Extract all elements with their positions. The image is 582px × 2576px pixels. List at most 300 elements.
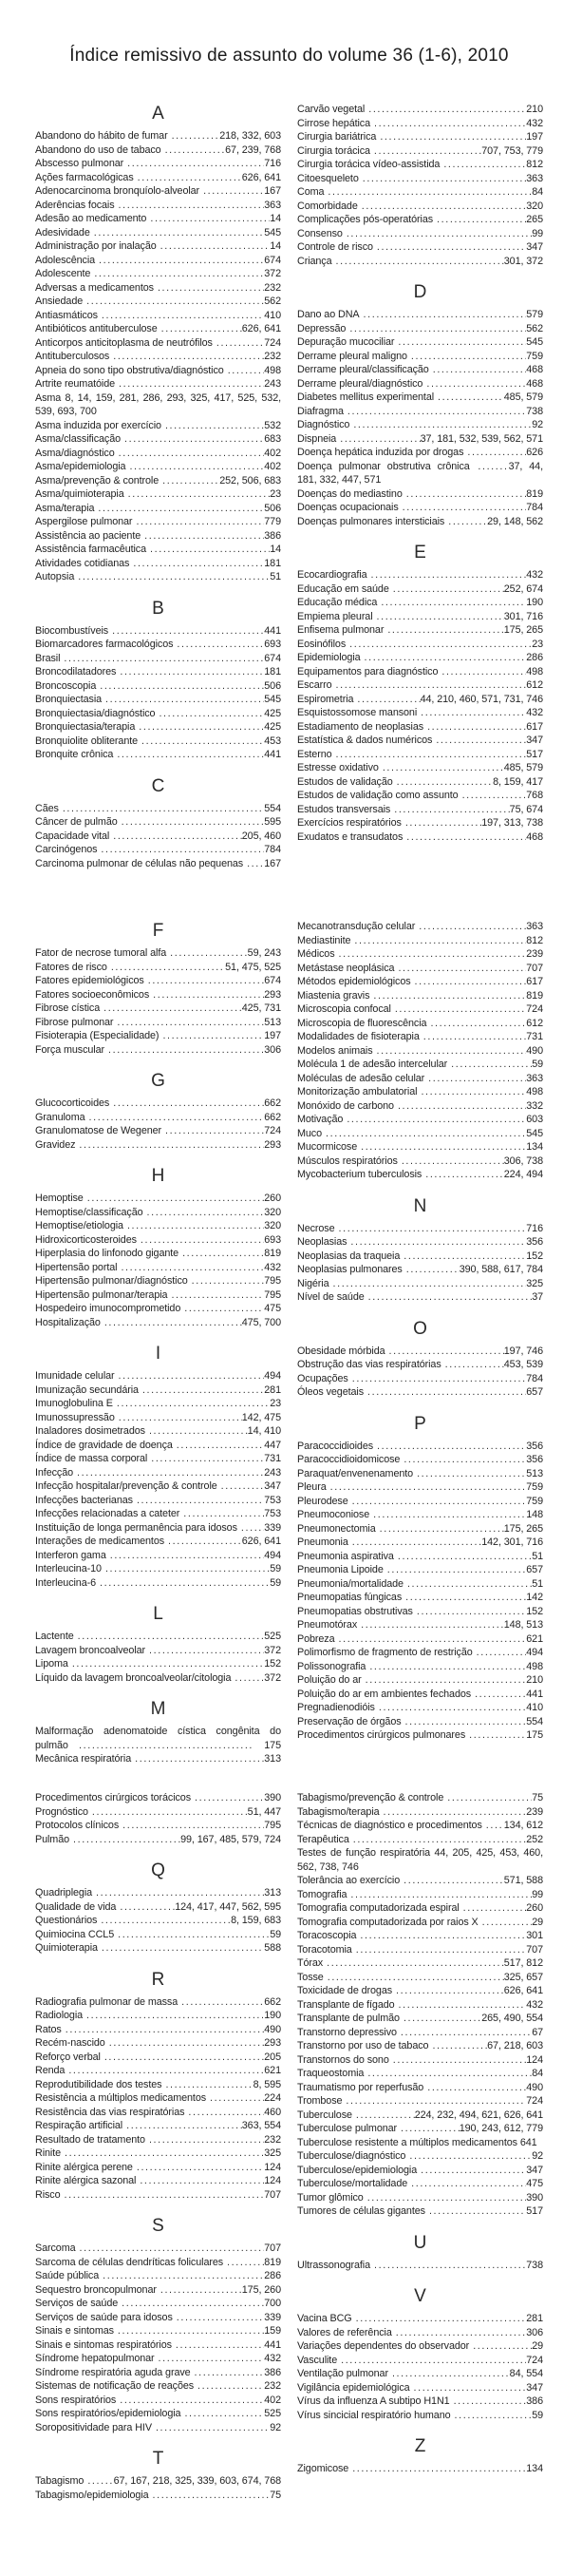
entry-term: Tabagismo/prevenção & controle <box>297 1792 444 1803</box>
index-entry <box>297 1127 543 1141</box>
index-entry <box>297 391 543 405</box>
index-entry <box>35 2311 281 2325</box>
index-entry <box>297 1099 543 1114</box>
entry-term: Biocombustíveis <box>35 624 109 637</box>
dot-leader <box>417 706 526 720</box>
dot-leader <box>450 2395 527 2409</box>
dot-leader <box>101 2051 264 2065</box>
dot-leader <box>346 638 532 652</box>
entry-pages: 784 <box>526 502 543 513</box>
entry-term: Artrite reumatóide <box>35 378 116 390</box>
index-entry <box>297 582 543 597</box>
entry-term: Metástase neoplásica <box>297 962 395 974</box>
index-entry <box>297 1550 543 1564</box>
entry-pages: 662 <box>264 1097 281 1109</box>
dot-leader <box>422 1168 504 1182</box>
entry-pages: 99, 167, 485, 579, 724 <box>180 1833 281 1845</box>
entry-term: Antiasmáticos <box>35 309 98 321</box>
entry-pages: 657 <box>526 1564 543 1575</box>
entry-pages: 731 <box>264 1453 281 1464</box>
entry-term: Instituição de longa permanência para idosos <box>35 1521 237 1534</box>
dot-leader <box>224 364 265 378</box>
entry-pages: 579 <box>526 309 543 320</box>
entry-term: Carvão vegetal <box>297 104 366 115</box>
entry-pages: 92 <box>270 2421 281 2433</box>
dot-leader <box>327 1480 527 1495</box>
entry-term: Microscopia de fluorescência <box>297 1017 427 1029</box>
index-entry <box>35 419 281 433</box>
dot-leader <box>417 1085 526 1099</box>
page-title: Índice remissivo de assunto do volume 36 (1-6), 2010 <box>69 46 509 66</box>
dot-leader <box>157 2283 242 2298</box>
entry-pages: 490 <box>526 1044 543 1057</box>
dot-leader <box>194 2379 264 2394</box>
entry-term: Criança <box>297 255 332 267</box>
entry-pages: 8, 14, 159, 281, 286, 293, 325, 417, 525, 532, 539, 693, 700 <box>35 391 281 417</box>
entry-pages: 390, 588, 617, 784 <box>459 1264 543 1275</box>
entry-term: Pneumonia/mortalidade <box>297 1577 404 1590</box>
dot-leader <box>394 335 526 350</box>
dot-leader <box>400 1874 504 1888</box>
index-entry <box>297 1728 543 1743</box>
dot-leader <box>74 1630 265 1644</box>
index-entry <box>297 2312 543 2326</box>
entry-term: Depuração mucociliar <box>297 336 395 348</box>
entry-term: Hipertensão portal <box>35 1261 118 1273</box>
section-letter-C: C <box>151 775 165 796</box>
dot-leader <box>90 267 264 281</box>
index-entry <box>35 2242 281 2256</box>
index-entry <box>297 2094 543 2109</box>
entry-pages: 175 <box>526 1729 543 1741</box>
dot-leader <box>60 652 264 666</box>
entry-pages: 134 <box>526 1141 543 1153</box>
dot-leader <box>149 988 264 1002</box>
dot-leader <box>357 1140 526 1154</box>
entry-term: Sequestro broncopulmonar <box>35 2283 157 2296</box>
entry-pages: 210 <box>526 104 543 115</box>
entry-term: Líquido da lavagem broncoalveolar/citologia <box>35 1671 232 1684</box>
entry-term: Ventilação pulmonar <box>297 2368 388 2379</box>
entry-pages: 425 <box>264 721 281 733</box>
entry-pages: 218, 332, 603 <box>219 130 281 142</box>
index-entry <box>297 172 543 186</box>
dot-leader <box>118 815 265 830</box>
index-entry <box>35 2407 281 2421</box>
dot-leader <box>118 2297 264 2311</box>
entry-pages: 23 <box>270 488 281 500</box>
dot-leader <box>115 1411 242 1425</box>
entry-term: Fatores de risco <box>35 961 107 973</box>
entry-term: Transtorno depressivo <box>297 2026 397 2038</box>
entry-term: Imunidade celular <box>35 1370 115 1382</box>
entry-term: Infecção hospitalar/prevenção & controle <box>35 1480 217 1492</box>
entry-term: Poluição do ar <box>297 1674 362 1686</box>
dot-leader <box>429 363 527 377</box>
dot-leader <box>332 748 527 762</box>
index-entry <box>297 1495 543 1509</box>
dot-leader <box>90 226 265 240</box>
dot-leader <box>350 934 526 948</box>
entry-pages: 197 <box>264 1030 281 1041</box>
entry-term: Ratos <box>35 2023 62 2035</box>
entry-pages: 224, 232, 494, 621, 626, 641 <box>414 2109 543 2121</box>
entry-pages: 621 <box>526 1632 543 1645</box>
entry-pages: 51, 475, 525 <box>225 961 281 973</box>
entry-pages: 332 <box>526 1099 543 1112</box>
entry-pages: 595 <box>264 816 281 828</box>
index-entry <box>297 830 543 845</box>
entry-term: Polissonografia <box>297 1660 366 1672</box>
index-entry <box>297 1467 543 1481</box>
entry-pages: 29, 148, 562 <box>487 515 543 527</box>
index-entry <box>35 1302 281 1316</box>
dot-leader <box>213 336 264 351</box>
entry-term: Soropositividade para HIV <box>35 2421 152 2433</box>
entry-pages: 641 <box>519 2136 537 2148</box>
index-entry <box>35 1941 281 1956</box>
dot-leader <box>397 2026 532 2040</box>
dot-leader <box>375 1701 526 1715</box>
dot-leader <box>322 1127 526 1141</box>
entry-pages: 175 <box>264 1739 281 1751</box>
section-letter-B: B <box>152 598 164 619</box>
entry-pages: 490 <box>526 2081 543 2093</box>
entry-term: Hipertensão pulmonar/diagnóstico <box>35 1275 188 1287</box>
entry-term: Fibrose pulmonar <box>35 1016 114 1028</box>
dot-leader <box>191 1791 264 1805</box>
entry-pages: 475 <box>526 2178 543 2189</box>
entry-term: Ocupações <box>297 1372 348 1384</box>
dot-leader <box>144 974 265 988</box>
index-entry <box>35 2489 281 2503</box>
entry-pages: 390 <box>526 2191 543 2204</box>
entry-term: Hemoptise/classificação <box>35 1206 143 1218</box>
dot-leader <box>352 2109 415 2123</box>
index-entry <box>35 638 281 652</box>
index-page-1 <box>35 103 543 920</box>
index-entry <box>35 2324 281 2338</box>
index-entry <box>297 665 543 679</box>
entry-term: Reforço verbal <box>35 2051 101 2063</box>
index-entry <box>35 1288 281 1303</box>
index-entry <box>35 1521 281 1536</box>
dot-leader <box>400 2012 481 2026</box>
dot-leader <box>384 623 503 638</box>
dot-leader <box>348 1372 527 1386</box>
dot-leader <box>68 1657 264 1671</box>
entry-pages: 152 <box>264 1658 281 1670</box>
entry-pages: 432 <box>526 569 543 581</box>
index-entry <box>35 1439 281 1453</box>
dot-leader <box>109 830 242 844</box>
entry-pages: 281 <box>264 1383 281 1396</box>
dot-leader <box>157 239 271 254</box>
index-entry <box>35 1819 281 1833</box>
entry-term: Dano ao DNA <box>297 309 360 320</box>
entry-pages: 363 <box>526 1072 543 1084</box>
entry-pages: 517 <box>526 748 543 760</box>
dot-leader <box>422 377 526 391</box>
dot-leader <box>365 103 526 117</box>
dot-leader <box>104 1043 264 1058</box>
dot-leader <box>161 143 226 158</box>
entry-term: Abandono do hábito de fumar <box>35 130 168 142</box>
entry-pages: 485, 579 <box>503 762 543 773</box>
dot-leader <box>460 1901 527 1916</box>
dot-leader <box>482 1819 504 1833</box>
index-entry <box>297 623 543 638</box>
dot-leader <box>106 1549 265 1563</box>
index-entry <box>35 1995 281 2010</box>
entry-term: Protocolos clínicos <box>35 1820 120 1831</box>
dot-leader <box>424 1072 526 1086</box>
entry-pages: 252, 674 <box>503 582 543 595</box>
index-entry <box>297 2259 543 2273</box>
column-right <box>297 1791 543 2476</box>
index-entry <box>35 364 281 378</box>
index-entry <box>297 947 543 962</box>
dot-leader <box>243 857 264 871</box>
dot-leader <box>131 1752 264 1766</box>
entry-term: Doença pulmonar obstrutiva crônica <box>297 460 470 472</box>
entry-pages: 59 <box>270 1576 281 1589</box>
entry-term: Enfisema pulmonar <box>297 624 385 636</box>
entry-term: Hospitalização <box>35 1316 101 1328</box>
entry-term: Tuberculose/mortalidade <box>297 2178 408 2189</box>
entry-term: Interferon gama <box>35 1549 106 1561</box>
entry-pages: 707, 753, 779 <box>481 144 543 157</box>
dot-leader <box>117 1261 264 1275</box>
index-entry <box>297 706 543 720</box>
index-entry <box>35 1029 281 1043</box>
entry-pages: 812 <box>526 159 543 170</box>
entry-pages: 181 <box>264 666 281 677</box>
entry-pages: 432 <box>264 2353 281 2364</box>
entry-term: Necrose <box>297 1222 335 1234</box>
dot-leader <box>358 200 527 214</box>
index-entry <box>297 2122 543 2136</box>
entry-term: Vírus da influenza A subtipo H1N1 <box>297 2395 450 2407</box>
entry-term: Broncoscopia <box>35 679 97 692</box>
index-entry <box>35 1671 281 1686</box>
dot-leader <box>132 515 264 529</box>
entry-pages: 784 <box>264 844 281 855</box>
entry-term: Saúde pública <box>35 2270 100 2281</box>
dot-leader <box>115 447 265 461</box>
dot-leader <box>223 2256 264 2270</box>
entry-term: Métodos epidemiológicos <box>297 976 411 987</box>
entry-pages: 693 <box>264 639 281 650</box>
dot-leader <box>98 1941 264 1956</box>
entry-term: Obesidade mórbida <box>297 1345 385 1357</box>
index-entry <box>35 543 281 557</box>
index-entry <box>297 1044 543 1059</box>
dot-leader <box>433 213 526 227</box>
entry-pages: 232 <box>264 2133 281 2146</box>
entry-pages: 84 <box>532 2068 543 2079</box>
index-entry <box>35 129 281 143</box>
index-entry <box>297 2395 543 2409</box>
dot-leader <box>423 2081 526 2095</box>
entry-term: Qualidade de vida <box>35 1900 117 1913</box>
entry-pages: 224, 494 <box>503 1169 543 1180</box>
entry-pages: 190 <box>264 2010 281 2021</box>
entry-pages: 339 <box>264 2311 281 2323</box>
entry-term: Estudos de validação como assunto <box>297 790 459 801</box>
dot-leader <box>178 1247 264 1261</box>
dot-leader <box>347 1235 526 1250</box>
dot-leader <box>393 775 493 790</box>
entry-pages: 224 <box>264 2092 281 2104</box>
dot-leader <box>376 1522 504 1536</box>
dot-leader <box>137 1233 264 1248</box>
entry-term: Molécula 1 de adesão intercelular <box>297 1059 448 1070</box>
section-letter-V: V <box>414 2286 426 2306</box>
dot-leader <box>88 1805 248 1820</box>
index-entry <box>35 1886 281 1900</box>
index-entry <box>35 2269 281 2283</box>
entry-pages: 14, 410 <box>247 1425 281 1437</box>
index-entry <box>297 1263 543 1277</box>
entry-term: Complicações pós-operatórias <box>297 214 434 225</box>
index-entry <box>35 2119 281 2133</box>
entry-pages: 498 <box>264 364 281 376</box>
dot-leader <box>116 1900 175 1915</box>
index-entry <box>35 1494 281 1508</box>
index-entry <box>297 1222 543 1236</box>
entry-term: Mecânica respiratória <box>35 1753 132 1765</box>
index-entry <box>35 665 281 679</box>
dot-leader <box>465 1728 526 1743</box>
entry-term: Educação médica <box>297 597 378 608</box>
dot-leader <box>377 596 526 610</box>
dot-leader <box>125 460 264 474</box>
dot-leader <box>370 2259 526 2273</box>
index-entry <box>35 157 281 171</box>
index-entry <box>297 1385 543 1400</box>
index-entry <box>297 638 543 652</box>
index-entry <box>35 830 281 844</box>
entry-term: Imunoglobulina E <box>35 1398 113 1409</box>
entry-term: Inaladores dosimetrados <box>35 1425 145 1437</box>
dot-leader <box>95 254 264 268</box>
dot-leader <box>114 2324 264 2338</box>
entry-pages: 700 <box>264 2298 281 2309</box>
entry-term: Adesão ao medicamento <box>35 213 147 224</box>
index-entry <box>297 2081 543 2095</box>
entry-term: Asma <box>35 391 62 404</box>
dot-leader <box>143 1206 265 1220</box>
entry-pages: 738 <box>526 405 543 417</box>
index-entry <box>35 1369 281 1383</box>
entry-term: Vacina BCG <box>297 2313 352 2324</box>
entry-pages: 716 <box>526 1222 543 1234</box>
dot-leader <box>379 761 504 775</box>
entry-term: Doenças ocupacionais <box>297 502 399 513</box>
entry-term: Infecções bacterianas <box>35 1494 133 1506</box>
entry-term: Sons respiratórios <box>35 2394 117 2406</box>
dot-leader <box>471 1688 526 1702</box>
index-entry <box>297 920 543 934</box>
dot-leader <box>180 1302 264 1316</box>
dot-leader <box>400 1453 526 1467</box>
index-entry <box>297 200 543 214</box>
index-entry <box>35 1752 281 1766</box>
entry-term: Cirurgia bariátrica <box>297 131 377 143</box>
entry-term: Polimorfismo de fragmento de restrição <box>297 1647 473 1658</box>
entry-pages: 306 <box>526 2326 543 2338</box>
entry-pages: 84 <box>532 186 543 198</box>
dot-leader <box>98 309 264 323</box>
dot-leader <box>407 2177 526 2191</box>
entry-term: Hemoptise <box>35 1193 84 1204</box>
entry-term: Diafragma <box>297 405 344 417</box>
dot-leader <box>352 2312 527 2326</box>
dot-leader <box>74 570 270 584</box>
index-entry <box>35 350 281 364</box>
entry-pages: 588 <box>264 1942 281 1954</box>
entry-term: Neoplasias <box>297 1236 347 1248</box>
entry-term: Terapêutica <box>297 1833 349 1845</box>
dot-leader <box>407 350 526 364</box>
dot-leader <box>403 487 527 502</box>
entry-term: Tomografia computadorizada por raios X <box>297 1916 479 1928</box>
entry-term: Tomografia <box>297 1888 347 1900</box>
entry-term: Cirurgia torácica <box>297 144 370 157</box>
entry-pages: 513 <box>526 1467 543 1479</box>
index-entry <box>35 1452 281 1466</box>
entry-pages: 14 <box>270 240 281 252</box>
dot-leader <box>178 1995 264 2010</box>
dot-leader <box>395 1998 527 2013</box>
entry-term: Fator de necrose tumoral alfa <box>35 947 167 959</box>
dot-leader <box>463 446 526 460</box>
entry-term: Toracoscopia <box>297 1930 357 1941</box>
dot-leader <box>392 1984 504 1998</box>
entry-pages: 190 <box>526 597 543 608</box>
entry-pages: 124, 417, 447, 562, 595 <box>175 1900 281 1913</box>
entry-pages: 441 <box>526 1688 543 1700</box>
entry-pages: 626, 641 <box>241 323 281 334</box>
entry-term: Atividades cotidianas <box>35 557 130 569</box>
index-entry <box>297 2164 543 2178</box>
entry-term: Preservação de órgãos <box>297 1715 402 1727</box>
index-entry <box>35 1261 281 1275</box>
index-entry <box>35 570 281 584</box>
entry-pages: 441 <box>264 2338 281 2351</box>
index-entry <box>297 2026 543 2040</box>
dot-leader <box>444 515 487 529</box>
index-entry <box>35 2091 281 2106</box>
dot-leader <box>122 2119 242 2133</box>
entry-term: Pneumotórax <box>297 1619 358 1631</box>
index-entry <box>35 184 281 199</box>
dot-leader <box>113 1397 270 1411</box>
index-entry <box>297 934 543 948</box>
entry-term: Nigéria <box>297 1277 329 1289</box>
entry-pages: 386 <box>526 2395 543 2407</box>
entry-term: Apneia do sono tipo obstrutiva/diagnóstico <box>35 364 224 376</box>
entry-term: Asma/prevenção & controle <box>35 474 160 487</box>
dot-leader <box>61 2147 264 2161</box>
index-entry <box>297 1646 543 1660</box>
index-entry <box>297 1888 543 1902</box>
entry-pages: 621 <box>264 2065 281 2076</box>
dot-leader <box>180 2407 264 2421</box>
dot-leader <box>469 2339 532 2354</box>
entry-pages: 59, 243 <box>247 947 281 959</box>
